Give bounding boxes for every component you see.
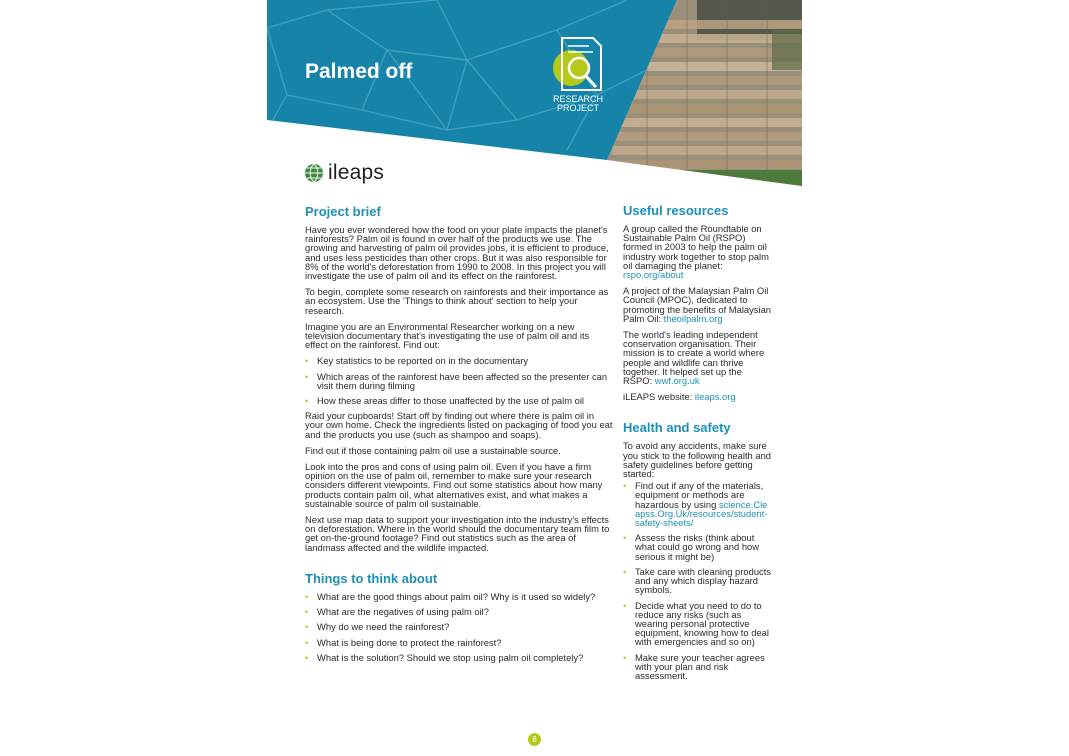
ileaps-link[interactable]: ileaps.org: [694, 391, 736, 403]
rspo-link[interactable]: rspo.org/about: [623, 269, 684, 281]
list-item: • What are the negatives of using palm oil?: [305, 607, 613, 616]
list-item: [623, 481, 771, 527]
brief-paragraph-1: Have you ever wondered how the food on your plate impacts the planet's rainforests? Palm oil is found in over half of the products we use. The growing and harvesting of palm oil provides jobs, it is efficient to produce, and uses less pesticides than other crops. But it was also responsible for 8% of the world's deforestation from 1990 to 2008. In this project you will investigate the use of palm oil and its effect on the rainforest.: [305, 224, 609, 282]
list-item: • Decide what you need to do to reduce any risks (such as wearing personal protective equipment, knowing how to deal with emergencies and so on): [623, 601, 771, 647]
resource-1: [623, 224, 771, 279]
list-item: • Make sure your teacher agrees with your plan and risk assessment.: [623, 653, 771, 681]
resource-3-text: The world's leading independent conservation organisation. Their mission is to create a world where people and wildlife can thrive together. It helped set up the RSPO:: [623, 329, 765, 387]
project-brief-heading: Project brief: [305, 204, 381, 219]
resource-2-text: A project of the Malaysian Palm Oil Council (MPOC), dedicated to promoting the benefits of Malaysian Palm Oil:: [623, 285, 771, 324]
research-project-badge: [540, 95, 616, 113]
list-item: • Why do we need the rainforest?: [305, 622, 613, 631]
resource-2: [623, 286, 771, 323]
safety-bullet-list: [623, 481, 771, 680]
page-number: 8: [528, 733, 541, 746]
badge-line-2: PROJECT: [556, 103, 599, 113]
useful-resources-heading: Useful resources: [623, 203, 729, 218]
resource-1-text: A group called the Roundtable on Sustainable Palm Oil (RSPO) formed in 2003 to help the palm oil industry work together to stop palm oil damaging the planet:: [623, 223, 769, 271]
brief-paragraph-4: Raid your cupboards! Start off by finding out where there is palm oil in your own home. Check the ingredients listed on packaging of food you eat and the products you use (such as shampoo and soaps).: [305, 410, 613, 440]
brief-paragraph-2: To begin, complete some research on rainforests and their importance as an ecosystem. Use the 'Things to think about' section to help your research.: [305, 286, 609, 316]
brief-paragraph-6: Look into the pros and cons of using palm oil. Even if you have a firm opinion on the use of palm oil, remember to make sure your research considers different viewpoints. Find out some statistics about how many products contain palm oil, what alternatives exist, and what makes a sustainable source of palm oil sustainable.: [305, 461, 603, 509]
list-item: • Key statistics to be reported on in the documentary: [305, 356, 613, 365]
right-column: [623, 204, 771, 686]
document-page: [267, 0, 802, 756]
resource-4-text: iLEAPS website:: [623, 391, 693, 403]
page-title: Palmed off: [305, 60, 413, 83]
wwf-link[interactable]: wwf.org.uk: [654, 375, 700, 387]
header-banner: [267, 0, 802, 186]
safety-intro: To avoid any accidents, make sure you stick to the following health and safety guidelines before getting started:: [623, 440, 772, 480]
brief-bullet-list: [305, 356, 613, 405]
health-safety-heading: Health and safety: [623, 420, 731, 436]
safety-bullet-1-text: Find out if any of the materials, equipment or methods are hazardous by using: [635, 480, 764, 510]
list-item: • What are the good things about palm oil? Why is it used so widely?: [305, 592, 613, 601]
brief-paragraph-3: Imagine you are an Environmental Researcher working on a new television documentary that's investigating the use of palm oil and its effect on the rainforest. Find out:: [305, 320, 590, 351]
logo-text: ileaps: [328, 161, 385, 184]
list-item: • Take care with cleaning products and any which display hazard symbols.: [623, 567, 771, 595]
list-item: • What is being done to protect the rainforest?: [305, 638, 613, 647]
list-item: • Assess the risks (think about what could go wrong and how serious it might be): [623, 533, 771, 561]
left-column: [305, 205, 613, 668]
think-bullet-list: [305, 592, 613, 662]
things-to-think-heading: Things to think about: [305, 570, 438, 586]
list-item: • How these areas differ to those unaffected by the use of palm oil: [305, 396, 613, 405]
theoilpalm-link[interactable]: theoilpalm.org: [663, 312, 723, 324]
resource-3: [623, 330, 771, 385]
list-item: • Which areas of the rainforest have been affected so the presenter can visit them during filming: [305, 372, 613, 390]
brief-paragraph-5: Find out if those containing palm oil use a sustainable source.: [305, 444, 561, 456]
globe-icon: [304, 163, 324, 183]
cleapss-link[interactable]: science.Cleapss.Org.Uk/resources/student-safety-sheets/: [635, 498, 768, 529]
list-item: • What is the solution? Should we stop using palm oil completely?: [305, 653, 613, 662]
badge-line-1: RESEARCH: [552, 94, 603, 104]
resource-4: [623, 392, 771, 401]
ileaps-logo: [304, 160, 384, 186]
brief-paragraph-7: Next use map data to support your investigation into the industry's effects on deforestation. Where in the world should the documentary team film to get on-the-ground footage? Find out statistics such as the area of landmass affected and the wildlife impacted.: [305, 514, 610, 553]
